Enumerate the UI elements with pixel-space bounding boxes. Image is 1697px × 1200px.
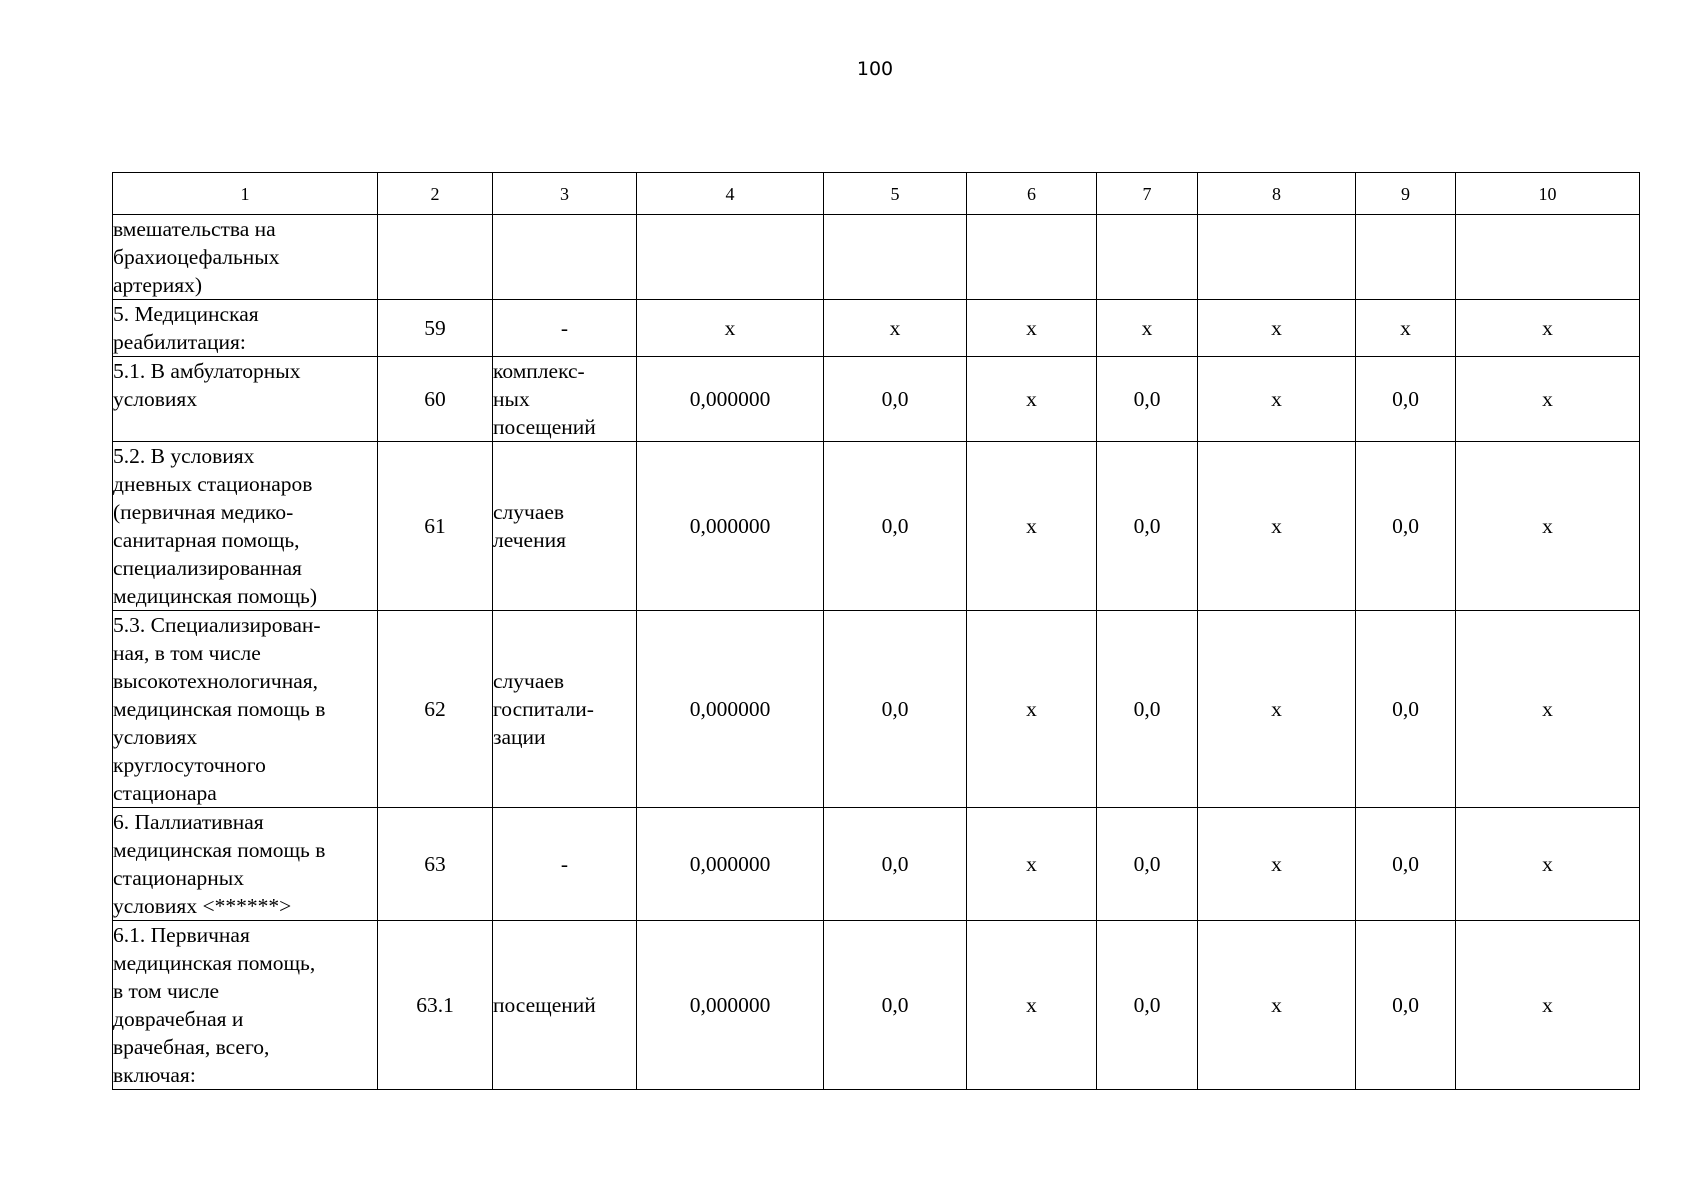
row-name-cell [113,357,378,442]
column-header: 6 [967,173,1097,215]
row-unit-cell [493,300,637,357]
row-name-cell [113,611,378,808]
value-cell: х [1198,611,1356,808]
value-cell: х [967,300,1097,357]
row-unit-line: случаев [493,669,565,693]
row-unit-line: госпитали- [493,697,594,721]
value-cell: 0,0 [1356,611,1456,808]
row-unit-line: - [560,852,569,876]
value-cell: х [1356,300,1456,357]
row-name-line: врачебная, всего, [113,1035,270,1059]
value-cell: 0,0 [824,442,967,611]
row-number-cell: 60 [378,357,493,442]
value-cell [967,215,1097,300]
column-header: 9 [1356,173,1456,215]
row-number-cell: 61 [378,442,493,611]
row-name-line: в том числе [113,979,220,1003]
row-unit-line: лечения [493,528,566,552]
row-unit-line: комплекс- [493,359,585,383]
row-name-line: ная, в том числе [113,641,261,665]
table-row [113,215,1640,300]
value-cell: х [967,357,1097,442]
value-cell: 0,0 [1097,611,1198,808]
row-name-line: (первичная медико- [113,500,294,524]
value-cell: х [1198,442,1356,611]
row-name-line: медицинская помощь) [113,584,318,608]
value-cell [637,215,824,300]
row-number-cell: 63.1 [378,921,493,1090]
value-cell: х [1198,808,1356,921]
row-name-line: реабилитация: [113,330,246,354]
value-cell: 0,0 [824,808,967,921]
row-unit-line: случаев [493,500,565,524]
row-name-cell [113,808,378,921]
column-header: 10 [1456,173,1640,215]
row-name-line: 5.1. В амбулаторных [113,359,301,383]
value-cell [1356,215,1456,300]
value-cell: 0,0 [824,921,967,1090]
row-number-cell: 63 [378,808,493,921]
value-cell: х [967,442,1097,611]
table-row [113,300,1640,357]
value-cell: х [1456,921,1640,1090]
row-unit-line: посещений [493,415,596,439]
row-number-cell: 59 [378,300,493,357]
value-cell: 0,000000 [637,442,824,611]
value-cell: 0,0 [1356,808,1456,921]
row-unit-cell [493,921,637,1090]
row-name-line: высокотехнологичная, [113,669,319,693]
row-name-line: 6. Паллиативная [113,810,264,834]
row-unit-cell [493,215,637,300]
value-cell: 0,000000 [637,357,824,442]
value-cell: 0,0 [1097,357,1198,442]
value-cell: х [1456,808,1640,921]
table-row [113,611,1640,808]
column-header: 2 [378,173,493,215]
value-cell: 0,0 [1097,442,1198,611]
value-cell: х [967,808,1097,921]
row-name-line: медицинская помощь в [113,838,326,862]
row-name-line: включая: [113,1063,196,1087]
value-cell: 0,0 [1356,921,1456,1090]
value-cell: 0,0 [1097,921,1198,1090]
page-number: 100 [856,58,894,80]
row-name-line: доврачебная и [113,1007,244,1031]
row-name-line: медицинская помощь, [113,951,316,975]
table-row [113,808,1640,921]
row-unit-line: ных [493,387,530,411]
row-name-line: условиях [113,387,198,411]
data-table [112,172,1640,1090]
table-row [113,357,1640,442]
value-cell: 0,000000 [637,611,824,808]
row-unit-line: посещений [493,993,596,1017]
value-cell: х [1097,300,1198,357]
row-name-line: вмешательства на [113,217,276,241]
value-cell: 0,0 [1356,442,1456,611]
column-header: 8 [1198,173,1356,215]
row-name-cell [113,300,378,357]
row-name-line: 6.1. Первичная [113,923,250,947]
value-cell: 0,0 [1356,357,1456,442]
column-header: 3 [493,173,637,215]
value-cell: х [967,611,1097,808]
row-unit-cell [493,611,637,808]
value-cell: 0,0 [1097,808,1198,921]
row-number-cell: 62 [378,611,493,808]
row-name-line: дневных стационаров [113,472,313,496]
column-header: 4 [637,173,824,215]
value-cell: х [824,300,967,357]
row-name-line: стационарных [113,866,245,890]
row-name-line: 5.3. Специализирован- [113,613,321,637]
row-unit-line: - [560,316,569,340]
value-cell: 0,000000 [637,921,824,1090]
value-cell: х [967,921,1097,1090]
value-cell: х [637,300,824,357]
row-name-line: медицинская помощь в [113,697,326,721]
row-unit-line: зации [493,725,546,749]
row-name-cell [113,921,378,1090]
value-cell: х [1456,611,1640,808]
row-name-line: условиях <******> [113,894,292,918]
value-cell: 0,000000 [637,808,824,921]
value-cell [1097,215,1198,300]
value-cell: х [1456,357,1640,442]
value-cell: х [1456,442,1640,611]
value-cell [1456,215,1640,300]
row-number-cell [378,215,493,300]
row-name-line: артериях) [113,273,203,297]
row-unit-cell [493,442,637,611]
row-name-line: круглосуточного [113,753,266,777]
value-cell: х [1198,300,1356,357]
table-row [113,921,1640,1090]
value-cell: х [1198,357,1356,442]
column-header: 1 [113,173,378,215]
column-header: 5 [824,173,967,215]
value-cell: 0,0 [824,357,967,442]
table-body [113,215,1640,1090]
row-name-line: стационара [113,781,217,805]
value-cell: 0,0 [824,611,967,808]
row-unit-cell [493,357,637,442]
row-name-line: брахиоцефальных [113,245,280,269]
header-row [113,173,1640,215]
value-cell: х [1456,300,1640,357]
row-name-line: 5.2. В условиях [113,444,255,468]
value-cell: х [1198,921,1356,1090]
row-name-line: специализированная [113,556,302,580]
table-row [113,442,1640,611]
row-name-line: условиях [113,725,198,749]
row-name-line: санитарная помощь, [113,528,300,552]
row-unit-cell [493,808,637,921]
row-name-cell [113,215,378,300]
column-header: 7 [1097,173,1198,215]
row-name-line: 5. Медицинская [113,302,259,326]
value-cell [824,215,967,300]
row-name-cell [113,442,378,611]
value-cell [1198,215,1356,300]
